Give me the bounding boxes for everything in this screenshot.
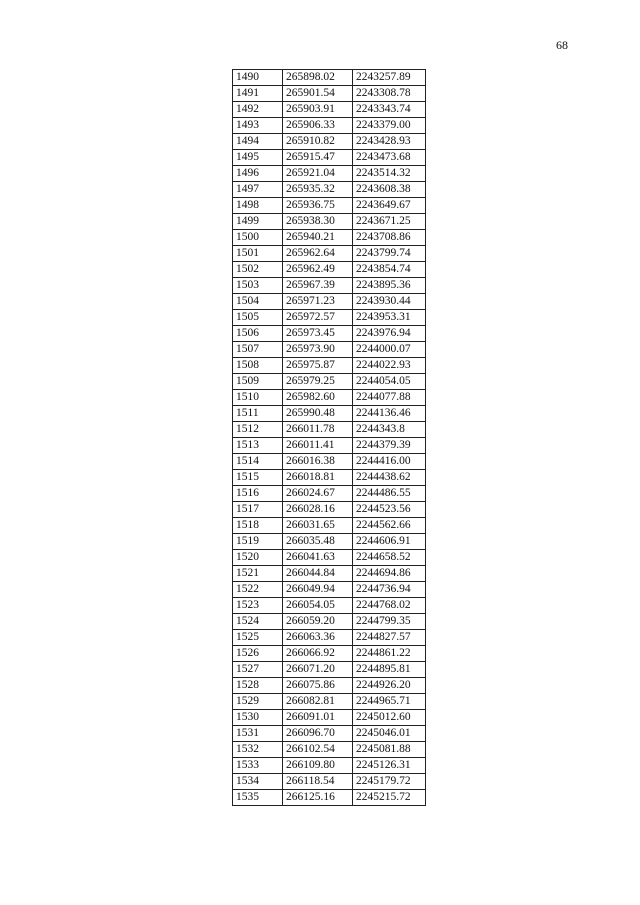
x-coordinate-cell: 265962.49 [283,262,353,278]
point-id-cell: 1520 [233,550,283,566]
x-coordinate-cell: 266018.81 [283,470,353,486]
y-coordinate-cell: 2243514.32 [353,166,426,182]
table-row [233,438,426,454]
table-row [233,486,426,502]
x-coordinate-cell: 265938.30 [283,214,353,230]
table-row [233,246,426,262]
coordinates-table-body [233,70,426,806]
x-coordinate-cell: 265935.32 [283,182,353,198]
point-id-cell: 1508 [233,358,283,374]
table-row [233,534,426,550]
point-id-cell: 1528 [233,678,283,694]
y-coordinate-cell: 2244768.02 [353,598,426,614]
point-id-cell: 1510 [233,390,283,406]
point-id-cell: 1511 [233,406,283,422]
x-coordinate-cell: 266109.80 [283,758,353,774]
y-coordinate-cell: 2244694.86 [353,566,426,582]
y-coordinate-cell: 2244343.8 [353,422,426,438]
y-coordinate-cell: 2243930.44 [353,294,426,310]
table-row [233,134,426,150]
table-row [233,566,426,582]
table-row [233,342,426,358]
table-row [233,422,426,438]
x-coordinate-cell: 266054.05 [283,598,353,614]
y-coordinate-cell: 2244926.20 [353,678,426,694]
x-coordinate-cell: 265901.54 [283,86,353,102]
x-coordinate-cell: 265973.45 [283,326,353,342]
x-coordinate-cell: 266041.63 [283,550,353,566]
point-id-cell: 1533 [233,758,283,774]
table-row [233,374,426,390]
point-id-cell: 1515 [233,470,283,486]
y-coordinate-cell: 2244895.81 [353,662,426,678]
point-id-cell: 1518 [233,518,283,534]
table-row [233,790,426,806]
point-id-cell: 1493 [233,118,283,134]
table-row [233,678,426,694]
table-row [233,758,426,774]
point-id-cell: 1491 [233,86,283,102]
point-id-cell: 1514 [233,454,283,470]
y-coordinate-cell: 2244416.00 [353,454,426,470]
y-coordinate-cell: 2243854.74 [353,262,426,278]
y-coordinate-cell: 2245126.31 [353,758,426,774]
table-row [233,86,426,102]
point-id-cell: 1496 [233,166,283,182]
point-id-cell: 1501 [233,246,283,262]
point-id-cell: 1494 [233,134,283,150]
y-coordinate-cell: 2243379.00 [353,118,426,134]
point-id-cell: 1530 [233,710,283,726]
y-coordinate-cell: 2244486.55 [353,486,426,502]
x-coordinate-cell: 265962.64 [283,246,353,262]
point-id-cell: 1499 [233,214,283,230]
y-coordinate-cell: 2243976.94 [353,326,426,342]
table-row [233,694,426,710]
x-coordinate-cell: 266011.78 [283,422,353,438]
y-coordinate-cell: 2244523.56 [353,502,426,518]
table-row [233,662,426,678]
coordinates-table [232,69,426,806]
y-coordinate-cell: 2244658.52 [353,550,426,566]
y-coordinate-cell: 2245012.60 [353,710,426,726]
table-row [233,70,426,86]
table-row [233,198,426,214]
x-coordinate-cell: 266049.94 [283,582,353,598]
y-coordinate-cell: 2244054.05 [353,374,426,390]
y-coordinate-cell: 2244022.93 [353,358,426,374]
point-id-cell: 1502 [233,262,283,278]
x-coordinate-cell: 266044.84 [283,566,353,582]
table-row [233,502,426,518]
x-coordinate-cell: 266102.54 [283,742,353,758]
x-coordinate-cell: 265979.25 [283,374,353,390]
y-coordinate-cell: 2243608.38 [353,182,426,198]
y-coordinate-cell: 2243895.36 [353,278,426,294]
y-coordinate-cell: 2244562.66 [353,518,426,534]
x-coordinate-cell: 266082.81 [283,694,353,710]
y-coordinate-cell: 2243343.74 [353,102,426,118]
y-coordinate-cell: 2244136.46 [353,406,426,422]
point-id-cell: 1522 [233,582,283,598]
x-coordinate-cell: 265936.75 [283,198,353,214]
x-coordinate-cell: 265967.39 [283,278,353,294]
table-row [233,454,426,470]
x-coordinate-cell: 265975.87 [283,358,353,374]
table-row [233,310,426,326]
y-coordinate-cell: 2244861.22 [353,646,426,662]
x-coordinate-cell: 265921.04 [283,166,353,182]
x-coordinate-cell: 265915.47 [283,150,353,166]
y-coordinate-cell: 2243953.31 [353,310,426,326]
point-id-cell: 1519 [233,534,283,550]
x-coordinate-cell: 266028.16 [283,502,353,518]
table-row [233,102,426,118]
x-coordinate-cell: 266096.70 [283,726,353,742]
table-row [233,294,426,310]
x-coordinate-cell: 266035.48 [283,534,353,550]
x-coordinate-cell: 265971.23 [283,294,353,310]
point-id-cell: 1509 [233,374,283,390]
point-id-cell: 1497 [233,182,283,198]
table-row [233,646,426,662]
table-row [233,230,426,246]
table-row [233,726,426,742]
x-coordinate-cell: 265910.82 [283,134,353,150]
table-row [233,582,426,598]
point-id-cell: 1525 [233,630,283,646]
y-coordinate-cell: 2244000.07 [353,342,426,358]
x-coordinate-cell: 266011.41 [283,438,353,454]
table-row [233,406,426,422]
y-coordinate-cell: 2245081.88 [353,742,426,758]
point-id-cell: 1535 [233,790,283,806]
point-id-cell: 1534 [233,774,283,790]
point-id-cell: 1532 [233,742,283,758]
x-coordinate-cell: 265903.91 [283,102,353,118]
table-row [233,630,426,646]
point-id-cell: 1513 [233,438,283,454]
table-row [233,550,426,566]
y-coordinate-cell: 2243308.78 [353,86,426,102]
point-id-cell: 1531 [233,726,283,742]
point-id-cell: 1505 [233,310,283,326]
y-coordinate-cell: 2244379.39 [353,438,426,454]
table-row [233,390,426,406]
y-coordinate-cell: 2245046.01 [353,726,426,742]
x-coordinate-cell: 266016.38 [283,454,353,470]
x-coordinate-cell: 266063.36 [283,630,353,646]
y-coordinate-cell: 2244736.94 [353,582,426,598]
table-row [233,358,426,374]
y-coordinate-cell: 2243671.25 [353,214,426,230]
x-coordinate-cell: 266031.65 [283,518,353,534]
table-row [233,614,426,630]
x-coordinate-cell: 266118.54 [283,774,353,790]
table-row [233,214,426,230]
point-id-cell: 1516 [233,486,283,502]
point-id-cell: 1490 [233,70,283,86]
x-coordinate-cell: 266075.86 [283,678,353,694]
point-id-cell: 1503 [233,278,283,294]
point-id-cell: 1492 [233,102,283,118]
x-coordinate-cell: 266125.16 [283,790,353,806]
point-id-cell: 1523 [233,598,283,614]
y-coordinate-cell: 2243708.86 [353,230,426,246]
point-id-cell: 1498 [233,198,283,214]
point-id-cell: 1512 [233,422,283,438]
x-coordinate-cell: 265982.60 [283,390,353,406]
point-id-cell: 1506 [233,326,283,342]
point-id-cell: 1500 [233,230,283,246]
table-row [233,118,426,134]
x-coordinate-cell: 266059.20 [283,614,353,630]
y-coordinate-cell: 2244077.88 [353,390,426,406]
y-coordinate-cell: 2244799.35 [353,614,426,630]
table-row [233,150,426,166]
table-row [233,710,426,726]
table-row [233,262,426,278]
table-row [233,598,426,614]
point-id-cell: 1526 [233,646,283,662]
point-id-cell: 1529 [233,694,283,710]
x-coordinate-cell: 265906.33 [283,118,353,134]
table-row [233,326,426,342]
point-id-cell: 1495 [233,150,283,166]
x-coordinate-cell: 265973.90 [283,342,353,358]
y-coordinate-cell: 2243649.67 [353,198,426,214]
page-number: 68 [556,38,568,52]
table-row [233,182,426,198]
point-id-cell: 1517 [233,502,283,518]
x-coordinate-cell: 266066.92 [283,646,353,662]
point-id-cell: 1507 [233,342,283,358]
x-coordinate-cell: 265972.57 [283,310,353,326]
y-coordinate-cell: 2244606.91 [353,534,426,550]
y-coordinate-cell: 2243473.68 [353,150,426,166]
y-coordinate-cell: 2244965.71 [353,694,426,710]
table-row [233,278,426,294]
y-coordinate-cell: 2244438.62 [353,470,426,486]
table-row [233,742,426,758]
point-id-cell: 1524 [233,614,283,630]
y-coordinate-cell: 2244827.57 [353,630,426,646]
table-row [233,166,426,182]
x-coordinate-cell: 265940.21 [283,230,353,246]
table-row [233,470,426,486]
x-coordinate-cell: 266071.20 [283,662,353,678]
point-id-cell: 1504 [233,294,283,310]
x-coordinate-cell: 266024.67 [283,486,353,502]
y-coordinate-cell: 2243257.89 [353,70,426,86]
x-coordinate-cell: 265990.48 [283,406,353,422]
y-coordinate-cell: 2245179.72 [353,774,426,790]
y-coordinate-cell: 2243799.74 [353,246,426,262]
table-row [233,774,426,790]
x-coordinate-cell: 266091.01 [283,710,353,726]
point-id-cell: 1527 [233,662,283,678]
y-coordinate-cell: 2243428.93 [353,134,426,150]
x-coordinate-cell: 265898.02 [283,70,353,86]
table-row [233,518,426,534]
point-id-cell: 1521 [233,566,283,582]
y-coordinate-cell: 2245215.72 [353,790,426,806]
